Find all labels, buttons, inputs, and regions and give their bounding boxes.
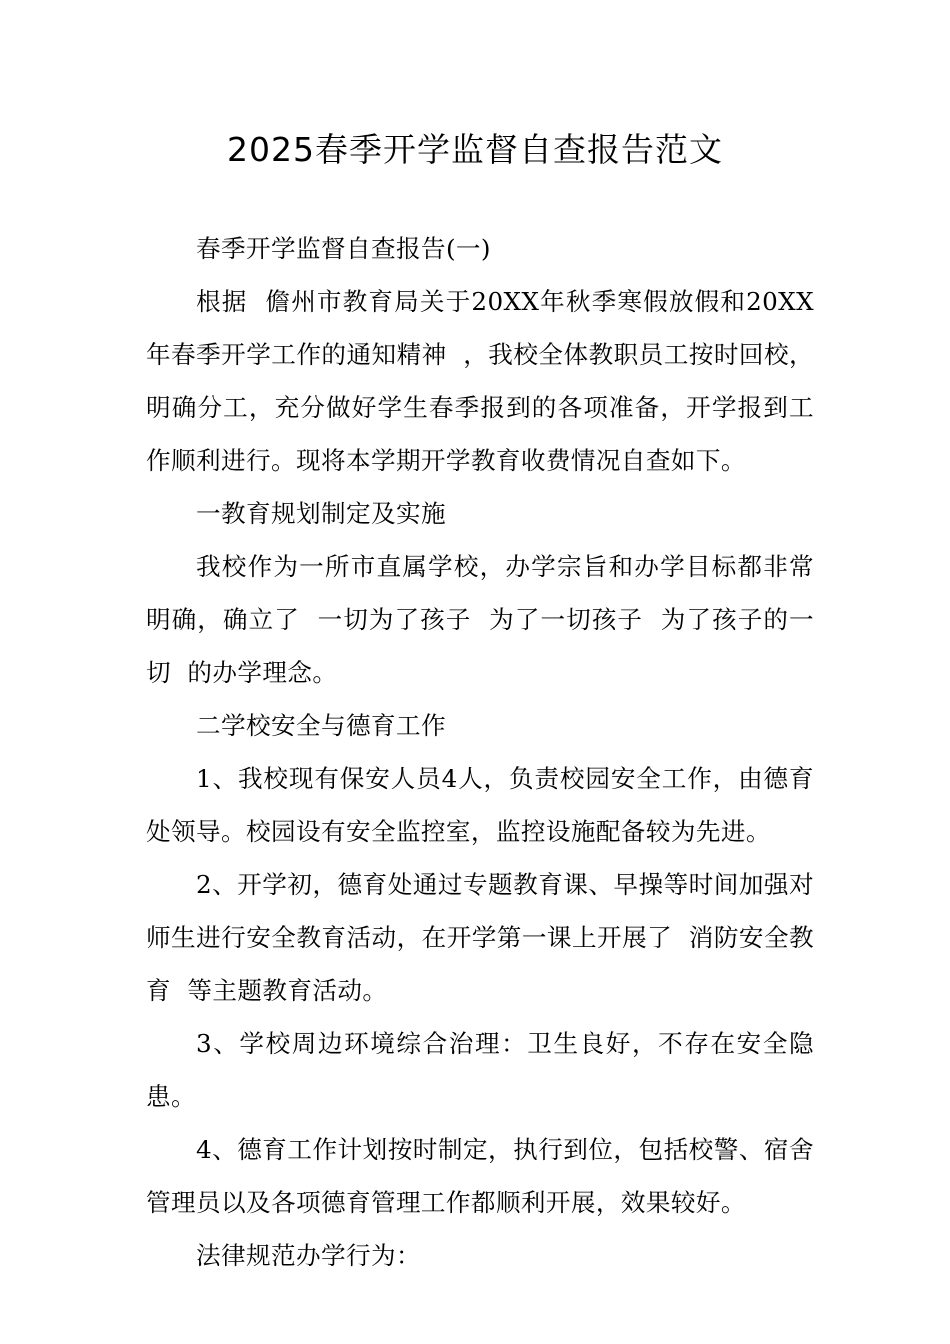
paragraph-legal-heading: 法律规范办学行为：: [196, 1241, 421, 1270]
paragraph-intro: 根据 儋州市教育局关于20XX年秋季寒假放假和20XX年春季开学工作的通知精神 ，我校全体教职员工按时回校，明确分工，充分做好学生春季报到的各项准备，开学报到工作顺利进行。现将本学期开学教育收费情况自查如下。: [146, 287, 814, 475]
document-title: 2025春季开学监督自查报告范文: [227, 130, 723, 169]
paragraph-section-two-heading: 二学校安全与德育工作: [196, 711, 446, 740]
paragraph-section-one-body: 我校作为一所市直属学校，办学宗旨和办学目标都非常明确，确立了 一切为了孩子 为了一切孩子 为了孩子的一切 的办学理念。: [146, 552, 814, 687]
document-body: [146, 222, 814, 1282]
paragraph-item-3: 3、学校周边环境综合治理：卫生良好，不存在安全隐患。: [146, 1029, 814, 1111]
paragraph-section-one-heading: 一教育规划制定及实施: [196, 499, 446, 528]
paragraph-item-1: 1、我校现有保安人员4人，负责校园安全工作，由德育处领导。校园设有安全监控室，监控设施配备较为先进。: [146, 764, 814, 846]
paragraph-item-4: 4、德育工作计划按时制定，执行到位，包括校警、宿舍管理员以及各项德育管理工作都顺利开展，效果较好。: [146, 1135, 814, 1217]
paragraph-report-heading: 春季开学监督自查报告(一): [196, 234, 491, 263]
paragraph-item-2: 2、开学初，德育处通过专题教育课、早操等时间加强对师生进行安全教育活动，在开学第一课上开展了 消防安全教育 等主题教育活动。: [146, 870, 814, 1005]
